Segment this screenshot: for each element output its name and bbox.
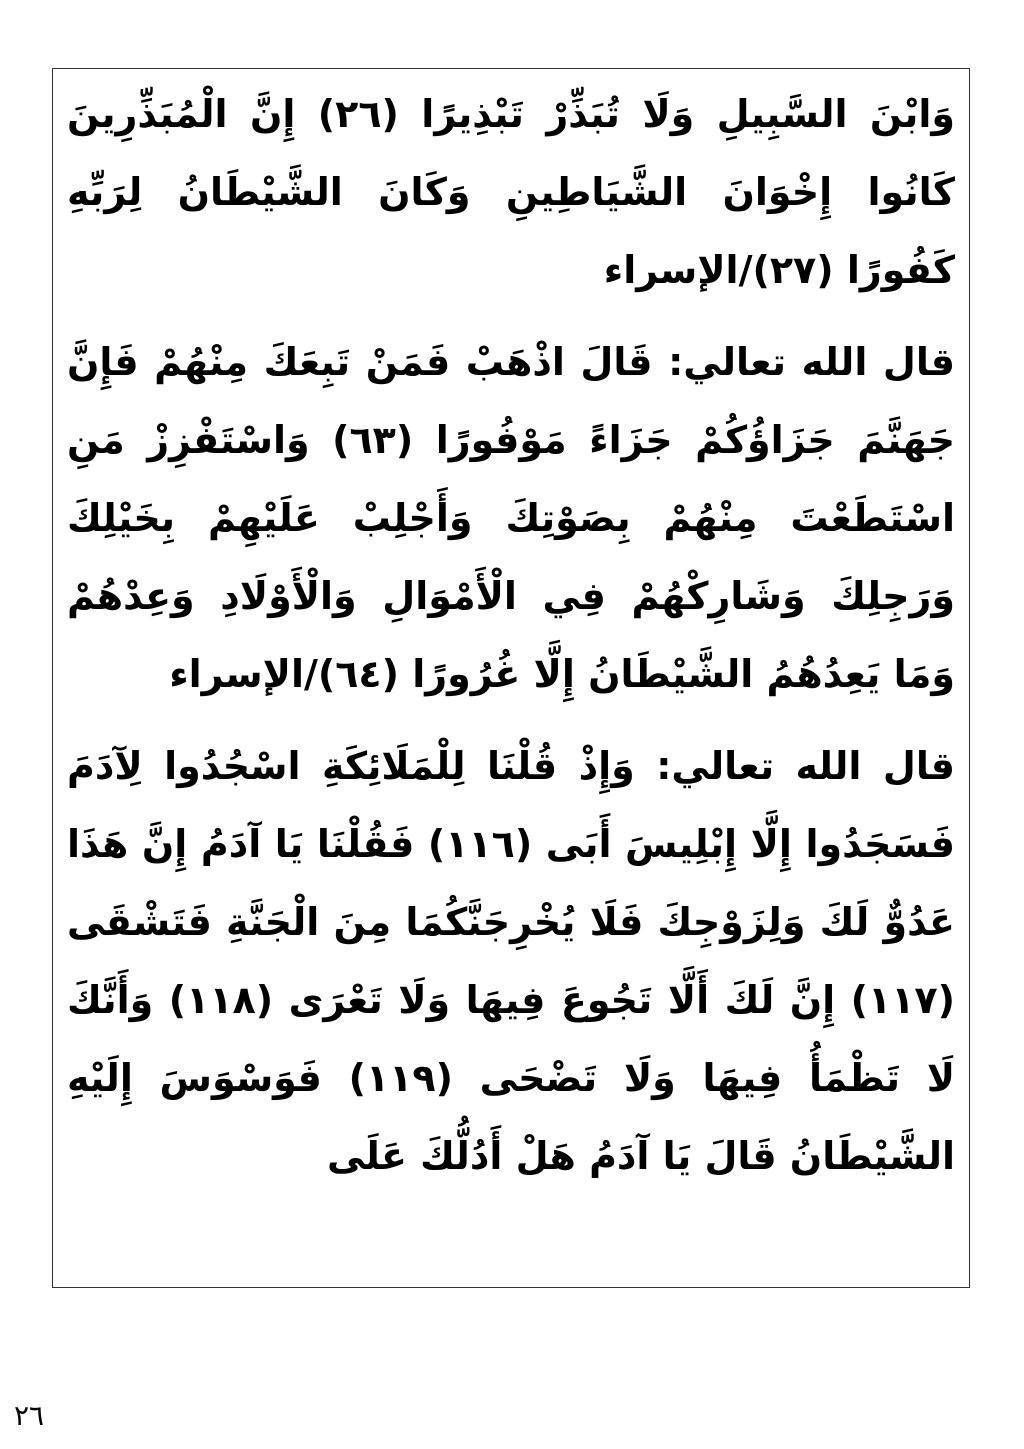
page-number: ٢٦ bbox=[14, 1399, 45, 1432]
passage-taha-116-120: قال الله تعالي: وَإِذْ قُلْنَا لِلْمَلَائِكَةِ اسْجُدُوا لِآدَمَ فَسَجَدُوا إِلَّا إِبْلِيسَ أَبَى (١١٦) فَقُلْنَا يَا آدَمُ إِنَّ هَذَا عَدُوٌّ لَكَ وَلِزَوْجِكَ فَلَا يُخْرِجَنَّكُمَا مِنَ الْجَنَّةِ فَتَشْقَى (١١٧) إِنَّ لَكَ أَلَّا تَجُوعَ فِيهَا وَلَا تَعْرَى (١١٨) وَأَنَّكَ لَا تَظْمَأُ فِيهَا وَلَا تَضْحَى (١١٩) فَوَسْوَسَ إِلَيْهِ الشَّيْطَانُ قَالَ يَا آدَمُ هَلْ أَدُلُّكَ عَلَى bbox=[67, 744, 955, 1178]
passage-isra-63-64: قال الله تعالي: قَالَ اذْهَبْ فَمَنْ تَبِعَكَ مِنْهُمْ فَإِنَّ جَهَنَّمَ جَزَاؤُكُمْ جَزَاءً مَوْفُورًا (٦٣) وَاسْتَفْزِزْ مَنِ اسْتَطَعْتَ مِنْهُمْ بِصَوْتِكَ وَأَجْلِبْ عَلَيْهِمْ بِخَيْلِكَ وَرَجِلِكَ وَشَارِكْهُمْ فِي الْأَمْوَالِ وَالْأَوْلَادِ وَعِدْهُمْ وَمَا يَعِدُهُمُ الشَّيْطَانُ إِلَّا غُرُورًا (٦٤)/الإسراء bbox=[67, 340, 955, 696]
text-frame bbox=[52, 68, 970, 1288]
passage-isra-26-27: وَابْنَ السَّبِيلِ وَلَا تُبَذِّرْ تَبْذِيرًا (٢٦) إِنَّ الْمُبَذِّرِينَ كَانُوا إِخْوَانَ الشَّيَاطِينِ وَكَانَ الشَّيْطَانُ لِرَبِّهِ كَفُورًا (٢٧)/الإسراء bbox=[67, 92, 955, 292]
